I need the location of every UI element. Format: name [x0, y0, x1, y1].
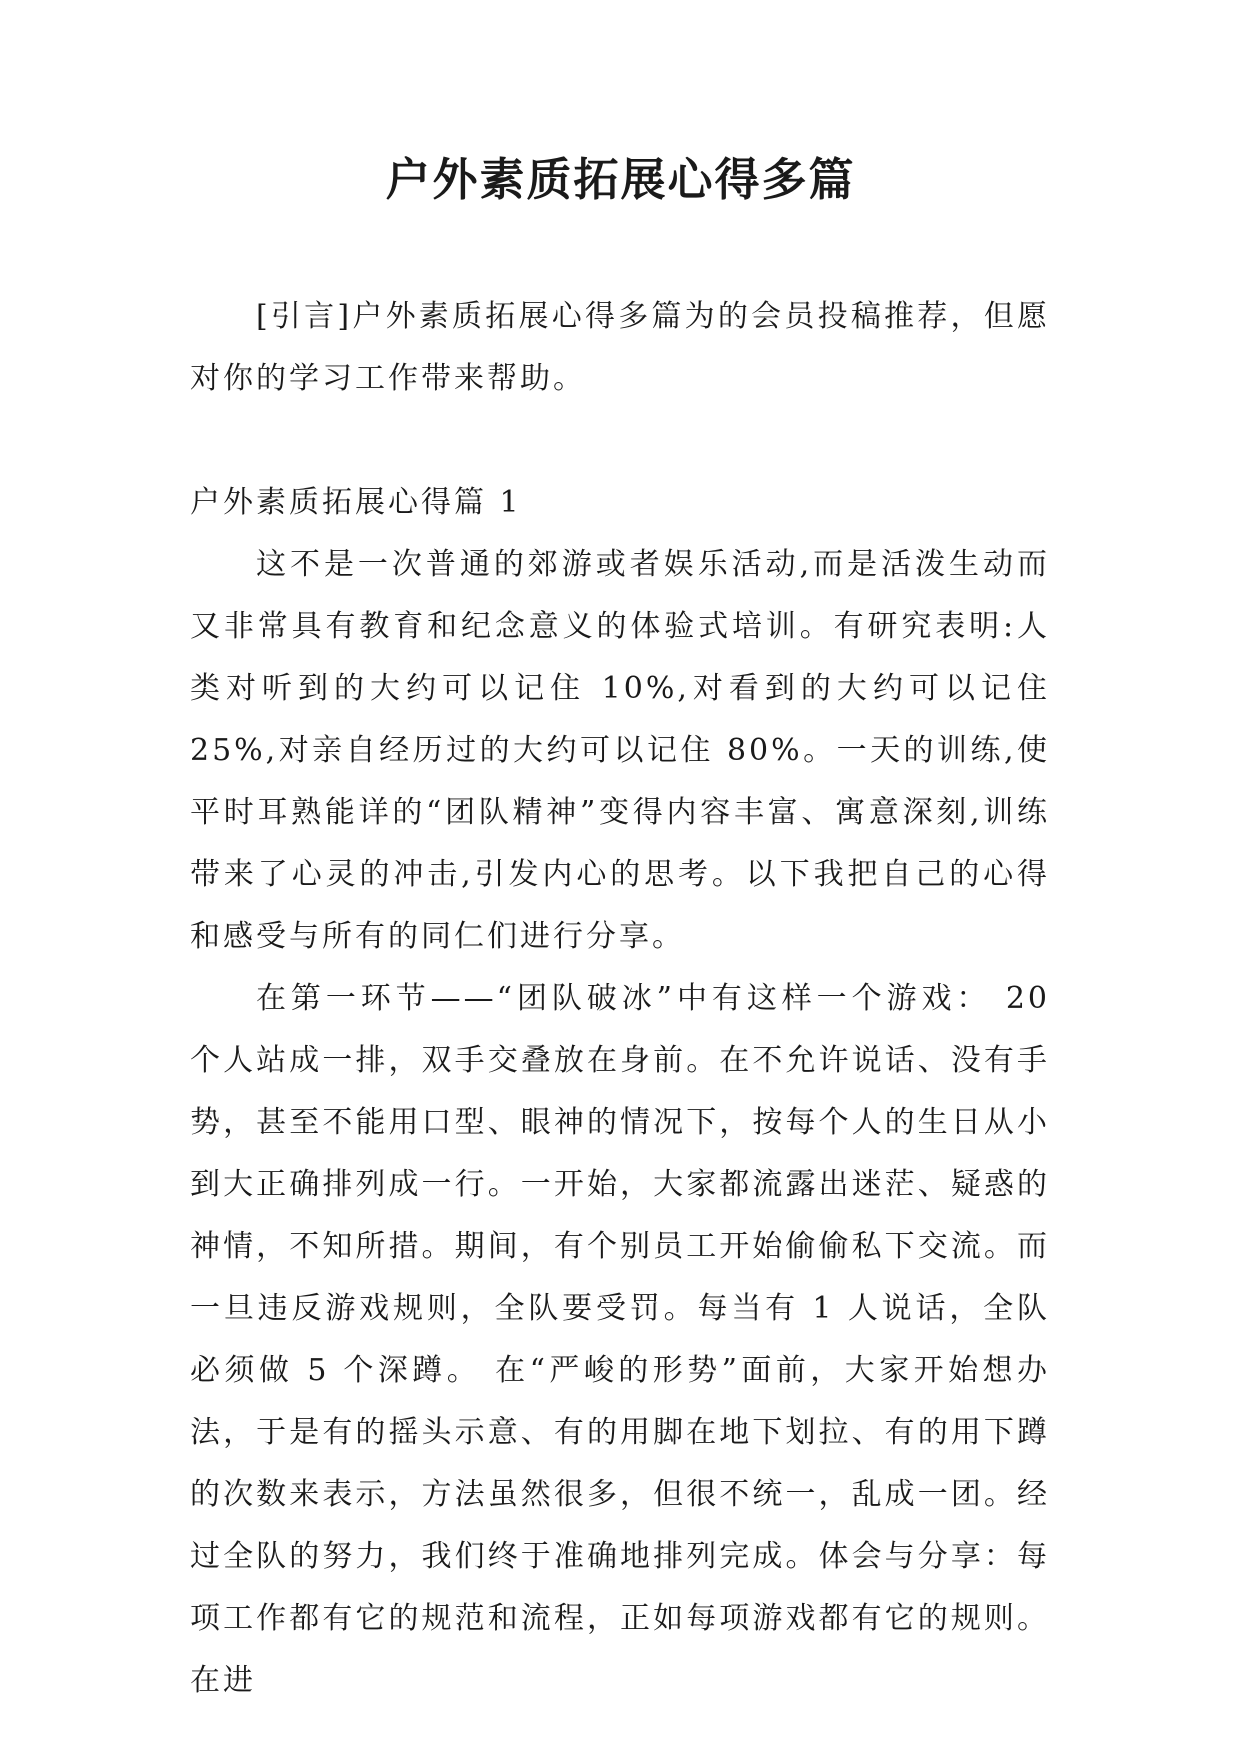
intro-paragraph: [引言]户外素质拓展心得多篇为的会员投稿推荐，但愿对你的学习工作带来帮助。 [190, 299, 1050, 396]
body-paragraph-1: 这不是一次普通的郊游或者娱乐活动,而是活泼生动而又非常具有教育和纪念意义的体验式培训。有研究表明:人类对听到的大约可以记住 10%,对看到的大约可以记住 25%,对亲自经历过的大约可以记住 80%。一天的训练,使平时耳熟能详的“团队精神”变得内容丰富、寓意深刻,训练带来了心灵的冲击,引发内心的思考。以下我把自己的心得和感受与所有的同仁们进行分享。 [190, 547, 1050, 954]
document-title: 户外素质拓展心得多篇 [385, 153, 856, 206]
document-body [190, 286, 1050, 1712]
section-heading: 户外素质拓展心得篇 1 [190, 485, 522, 520]
body-paragraph-2: 在第一环节——“团队破冰”中有这样一个游戏： 20 个人站成一排，双手交叠放在身前。在不允许说话、没有手势，甚至不能用口型、眼神的情况下，按每个人的生日从小到大正确排列成一行。一开始，大家都流露出迷茫、疑惑的神情，不知所措。期间，有个别员工开始偷偷私下交流。而一旦违反游戏规则，全队要受罚。每当有 1 人说话，全队必须做 5 个深蹲。 在“严峻的形势”面前，大家开始想办法，于是有的摇头示意、有的用脚在地下划拉、有的用下蹲的次数来表示，方法虽然很多，但很不统一，乱成一团。经过全队的努力，我们终于准确地排列完成。体会与分享：每项工作都有它的规范和流程，正如每项游戏都有它的规则。在进 [190, 981, 1050, 1698]
